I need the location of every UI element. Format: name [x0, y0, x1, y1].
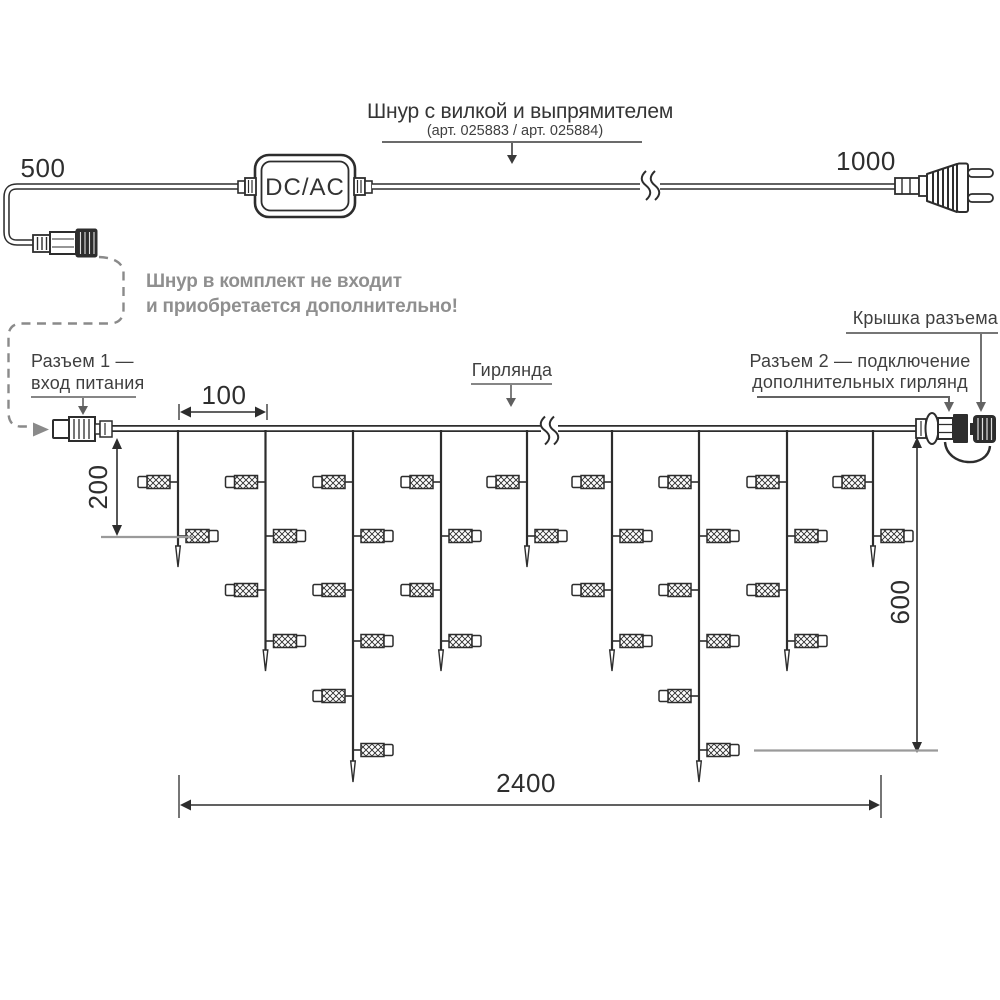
drop-tip	[351, 761, 356, 782]
dim-1000-label: 1000	[836, 146, 896, 176]
drop-tip	[785, 650, 790, 671]
connector2-label-pointer	[757, 397, 954, 412]
led-bulb	[572, 476, 612, 489]
mains-plug	[895, 164, 993, 213]
note-line1: Шнур в комплект не входит	[146, 271, 402, 292]
led-bulb	[659, 476, 699, 489]
drop	[572, 430, 652, 671]
drop-tip	[610, 650, 615, 671]
connector-cap	[973, 415, 996, 443]
dim-200-label: 200	[83, 464, 113, 510]
note-line2: и приобретается дополнительно!	[146, 296, 458, 317]
led-bulb	[313, 476, 353, 489]
drop	[487, 430, 567, 567]
led-bulb	[441, 530, 481, 543]
drop-tip	[439, 650, 444, 671]
drop	[747, 430, 827, 671]
cord-label-title: Шнур с вилкой и выпрямителем	[367, 100, 674, 123]
drop-tip	[525, 546, 530, 567]
converter-left-coupler	[238, 178, 256, 195]
cable-break-mark-top	[642, 171, 660, 200]
led-bulb	[266, 530, 306, 543]
connector1-label-line1: Разъем 1 —	[31, 351, 134, 371]
led-bulb	[787, 530, 827, 543]
drop	[659, 430, 739, 782]
garland-assembly	[31, 333, 998, 818]
dim-100-label: 100	[201, 380, 247, 410]
cap-label: Крышка разъема	[852, 308, 998, 328]
connector2-label-line2: дополнительных гирлянд	[752, 372, 968, 392]
led-bulb	[353, 635, 393, 648]
led-bulb	[747, 584, 787, 597]
drop-tip	[176, 546, 181, 567]
led-bulb	[353, 744, 393, 757]
drop-tip	[697, 761, 702, 782]
dim-2400-label: 2400	[496, 768, 556, 798]
dashed-path-arrowhead	[33, 423, 49, 437]
cord-label-articles: (арт. 025883 / арт. 025884)	[426, 123, 604, 139]
wire-break-mark	[541, 417, 559, 445]
led-bulb	[612, 530, 652, 543]
led-bulb	[659, 584, 699, 597]
connector2-label-line1: Разъем 2 — подключение	[749, 351, 971, 371]
led-bulb	[353, 530, 393, 543]
led-bulb	[873, 530, 913, 543]
drop	[401, 430, 481, 671]
dcac-label: DC/AC	[265, 174, 345, 201]
drop	[313, 430, 393, 782]
led-bulb	[787, 635, 827, 648]
led-bulb	[833, 476, 873, 489]
led-bulb	[487, 476, 527, 489]
led-bulb	[572, 584, 612, 597]
converter-right-coupler	[354, 178, 372, 195]
connector2-body	[953, 414, 968, 443]
led-bulb	[226, 584, 266, 597]
drop-tip	[871, 546, 876, 567]
led-bulb	[527, 530, 567, 543]
led-bulb	[226, 476, 266, 489]
drop	[833, 430, 913, 567]
led-bulb	[747, 476, 787, 489]
connector1-label-line2: вход питания	[31, 373, 145, 393]
connector1-power-input	[53, 417, 112, 441]
led-bulb	[401, 476, 441, 489]
drop	[226, 430, 306, 671]
icicle-drops	[138, 430, 913, 782]
drop	[138, 430, 218, 567]
dim-500-label: 500	[20, 153, 66, 183]
led-bulb	[401, 584, 441, 597]
cord-label-pointer	[382, 142, 642, 164]
led-bulb	[612, 635, 652, 648]
led-bulb	[699, 635, 739, 648]
dc-output-connector	[33, 229, 97, 257]
led-bulb	[266, 635, 306, 648]
dim-600-label: 600	[885, 579, 915, 625]
connector1-label-pointer	[31, 397, 136, 415]
connector2-output	[916, 413, 996, 462]
led-bulb	[313, 584, 353, 597]
led-bulb	[441, 635, 481, 648]
drop-tip	[263, 650, 268, 671]
plug-prong-top	[968, 169, 993, 177]
cap-leash-cord	[945, 442, 990, 462]
led-bulb	[138, 476, 178, 489]
plug-prong-bottom	[968, 194, 993, 202]
garland-label: Гирлянда	[471, 360, 553, 380]
led-bulb	[699, 530, 739, 543]
garland-label-pointer	[471, 384, 552, 407]
dashed-connection-path	[9, 257, 124, 427]
led-bulb	[659, 690, 699, 703]
led-bulb	[699, 744, 739, 757]
led-bulb	[313, 690, 353, 703]
